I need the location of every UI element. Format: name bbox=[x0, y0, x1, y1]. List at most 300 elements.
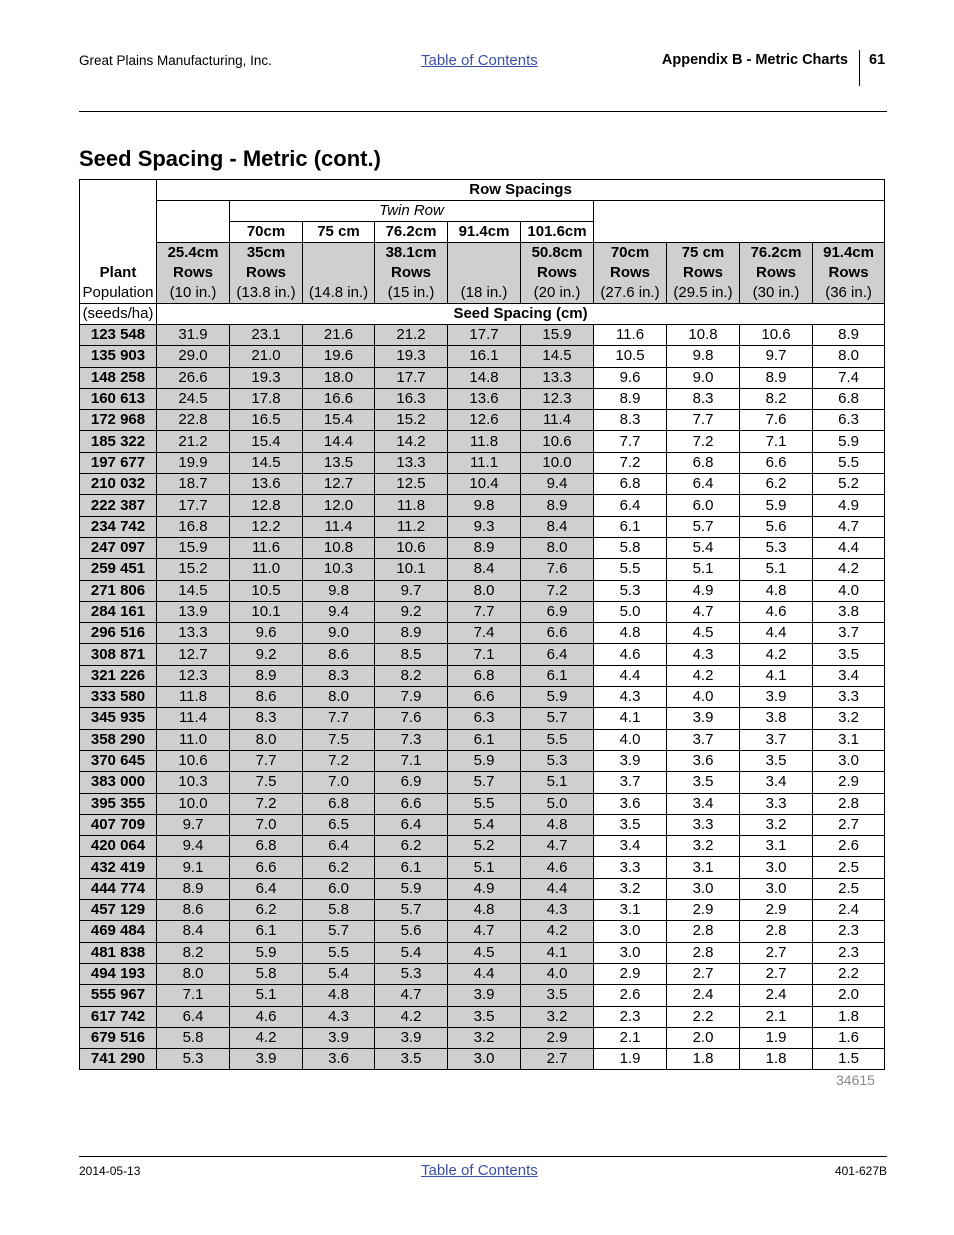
population-cell: 222 387 bbox=[80, 495, 157, 516]
spacing-cell: 12.3 bbox=[521, 388, 594, 409]
spacing-cell: 6.4 bbox=[667, 474, 740, 495]
footer-toc-link[interactable]: Table of Contents bbox=[421, 1162, 538, 1179]
spacing-cell: 7.0 bbox=[230, 814, 303, 835]
spacing-cell: 10.1 bbox=[230, 601, 303, 622]
spacing-cell: 3.6 bbox=[303, 1049, 375, 1070]
spacing-cell: 4.2 bbox=[740, 644, 813, 665]
spacing-cell: 3.9 bbox=[303, 1027, 375, 1048]
table-row bbox=[80, 963, 885, 984]
spacing-cell: 17.8 bbox=[230, 388, 303, 409]
spacing-cell: 5.9 bbox=[813, 431, 885, 452]
spacing-cell: 9.8 bbox=[303, 580, 375, 601]
spacing-cell: 5.9 bbox=[230, 942, 303, 963]
spacing-cell: 6.1 bbox=[375, 857, 448, 878]
column-header-cm: 76.2cm bbox=[740, 243, 813, 264]
column-header-inch: (29.5 in.) bbox=[667, 283, 740, 304]
column-header-cm: 35cm bbox=[230, 243, 303, 264]
spacing-cell: 4.8 bbox=[448, 900, 521, 921]
spacing-cell: 10.3 bbox=[303, 559, 375, 580]
spacing-cell: 6.3 bbox=[813, 410, 885, 431]
spacing-cell: 13.9 bbox=[157, 601, 230, 622]
spacing-cell: 3.2 bbox=[813, 708, 885, 729]
spacing-cell: 3.5 bbox=[375, 1049, 448, 1070]
spacing-cell: 10.5 bbox=[230, 580, 303, 601]
spacing-cell: 16.6 bbox=[303, 388, 375, 409]
population-cell: 481 838 bbox=[80, 942, 157, 963]
spacing-cell: 3.9 bbox=[594, 750, 667, 771]
spacing-cell: 5.7 bbox=[667, 516, 740, 537]
spacing-cell: 3.9 bbox=[375, 1027, 448, 1048]
spacing-cell: 7.5 bbox=[303, 729, 375, 750]
spacing-cell: 6.6 bbox=[740, 452, 813, 473]
population-cell: 123 548 bbox=[80, 325, 157, 346]
spacing-cell: 9.0 bbox=[303, 623, 375, 644]
spacing-cell: 8.3 bbox=[230, 708, 303, 729]
spacing-cell: 3.4 bbox=[740, 772, 813, 793]
page-number: 61 bbox=[869, 52, 886, 68]
spacing-cell: 31.9 bbox=[157, 325, 230, 346]
spacing-cell: 3.0 bbox=[813, 750, 885, 771]
spacing-cell: 7.2 bbox=[303, 750, 375, 771]
table-row bbox=[80, 942, 885, 963]
spacing-cell: 3.3 bbox=[813, 687, 885, 708]
spacing-cell: 5.8 bbox=[594, 537, 667, 558]
column-header-cm: 70cm bbox=[594, 243, 667, 264]
spacing-cell: 11.1 bbox=[448, 452, 521, 473]
spacing-cell: 9.6 bbox=[230, 623, 303, 644]
spacing-cell: 5.4 bbox=[303, 963, 375, 984]
spacing-cell: 3.1 bbox=[667, 857, 740, 878]
spacing-cell: 2.8 bbox=[667, 921, 740, 942]
population-cell: 420 064 bbox=[80, 836, 157, 857]
spacing-cell: 2.7 bbox=[521, 1049, 594, 1070]
spacing-cell: 6.2 bbox=[740, 474, 813, 495]
population-cell: 395 355 bbox=[80, 793, 157, 814]
spacing-cell: 4.6 bbox=[740, 601, 813, 622]
table-row bbox=[80, 474, 885, 495]
spacing-cell: 2.2 bbox=[813, 963, 885, 984]
spacing-cell: 14.5 bbox=[230, 452, 303, 473]
population-cell: 333 580 bbox=[80, 687, 157, 708]
spacing-cell: 8.9 bbox=[375, 623, 448, 644]
spacing-cell: 8.0 bbox=[448, 580, 521, 601]
spacing-cell: 10.3 bbox=[157, 772, 230, 793]
population-cell: 345 935 bbox=[80, 708, 157, 729]
column-header-cm bbox=[448, 243, 521, 264]
spacing-cell: 18.7 bbox=[157, 474, 230, 495]
spacing-cell: 6.0 bbox=[667, 495, 740, 516]
plant-label: Plant bbox=[80, 263, 157, 283]
spacing-cell: 3.2 bbox=[521, 1006, 594, 1027]
spacing-cell: 7.1 bbox=[740, 431, 813, 452]
spacing-cell: 9.2 bbox=[375, 601, 448, 622]
spacing-cell: 3.4 bbox=[813, 665, 885, 686]
table-row bbox=[80, 772, 885, 793]
spacing-cell: 19.3 bbox=[230, 367, 303, 388]
spacing-cell: 19.9 bbox=[157, 452, 230, 473]
table-row bbox=[80, 644, 885, 665]
spacing-cell: 2.3 bbox=[594, 1006, 667, 1027]
spacing-cell: 7.6 bbox=[375, 708, 448, 729]
spacing-cell: 4.9 bbox=[667, 580, 740, 601]
table-row bbox=[80, 601, 885, 622]
table-row bbox=[80, 750, 885, 771]
spacing-cell: 5.3 bbox=[157, 1049, 230, 1070]
spacing-cell: 2.8 bbox=[667, 942, 740, 963]
spacing-cell: 8.0 bbox=[157, 963, 230, 984]
spacing-cell: 4.8 bbox=[521, 814, 594, 835]
spacing-cell: 9.7 bbox=[157, 814, 230, 835]
table-row bbox=[80, 1006, 885, 1027]
column-header-rows: Rows bbox=[813, 263, 885, 283]
spacing-cell: 6.5 bbox=[303, 814, 375, 835]
spacing-cell: 3.8 bbox=[740, 708, 813, 729]
spacing-cell: 10.8 bbox=[303, 537, 375, 558]
column-header-rows bbox=[303, 263, 375, 283]
column-header-rows: Rows bbox=[230, 263, 303, 283]
spacing-cell: 6.4 bbox=[375, 814, 448, 835]
header-rule bbox=[79, 111, 887, 112]
spacing-cell: 5.7 bbox=[448, 772, 521, 793]
spacing-cell: 3.5 bbox=[740, 750, 813, 771]
spacing-cell: 8.9 bbox=[594, 388, 667, 409]
population-cell: 148 258 bbox=[80, 367, 157, 388]
spacing-cell: 3.0 bbox=[740, 878, 813, 899]
spacing-cell: 8.4 bbox=[157, 921, 230, 942]
spacing-cell: 2.3 bbox=[813, 921, 885, 942]
spacing-cell: 1.8 bbox=[667, 1049, 740, 1070]
table-row bbox=[80, 516, 885, 537]
spacing-cell: 11.4 bbox=[521, 410, 594, 431]
spacing-cell: 11.0 bbox=[230, 559, 303, 580]
spacing-cell: 15.2 bbox=[375, 410, 448, 431]
spacing-cell: 4.8 bbox=[740, 580, 813, 601]
spacing-cell: 4.6 bbox=[521, 857, 594, 878]
spacing-cell: 3.3 bbox=[667, 814, 740, 835]
column-header-cm: 38.1cm bbox=[375, 243, 448, 264]
spacing-cell: 14.2 bbox=[375, 431, 448, 452]
spacing-cell: 11.0 bbox=[157, 729, 230, 750]
spacing-cell: 3.0 bbox=[667, 878, 740, 899]
column-header-cm: 75 cm bbox=[667, 243, 740, 264]
spacing-cell: 5.1 bbox=[667, 559, 740, 580]
spacing-cell: 9.3 bbox=[448, 516, 521, 537]
spacing-cell: 12.2 bbox=[230, 516, 303, 537]
spacing-cell: 15.2 bbox=[157, 559, 230, 580]
spacing-cell: 4.7 bbox=[448, 921, 521, 942]
spacing-cell: 5.5 bbox=[594, 559, 667, 580]
table-row bbox=[80, 729, 885, 750]
spacing-cell: 12.7 bbox=[303, 474, 375, 495]
spacing-cell: 3.1 bbox=[594, 900, 667, 921]
spacing-cell: 2.4 bbox=[667, 985, 740, 1006]
spacing-cell: 2.1 bbox=[594, 1027, 667, 1048]
spacing-cell: 11.4 bbox=[157, 708, 230, 729]
column-header-rows: Rows bbox=[157, 263, 230, 283]
spacing-cell: 4.7 bbox=[375, 985, 448, 1006]
table-row bbox=[80, 985, 885, 1006]
population-cell: 321 226 bbox=[80, 665, 157, 686]
spacing-cell: 10.6 bbox=[740, 325, 813, 346]
spacing-cell: 5.5 bbox=[813, 452, 885, 473]
spacing-cell: 3.5 bbox=[521, 985, 594, 1006]
spacing-cell: 3.1 bbox=[813, 729, 885, 750]
spacing-cell: 5.0 bbox=[594, 601, 667, 622]
spacing-cell: 15.9 bbox=[521, 325, 594, 346]
spacing-cell: 5.8 bbox=[157, 1027, 230, 1048]
population-cell: 741 290 bbox=[80, 1049, 157, 1070]
spacing-cell: 2.0 bbox=[813, 985, 885, 1006]
spacing-cell: 4.7 bbox=[667, 601, 740, 622]
spacing-cell: 2.5 bbox=[813, 857, 885, 878]
table-row bbox=[80, 836, 885, 857]
spacing-cell: 24.5 bbox=[157, 388, 230, 409]
table-row bbox=[80, 346, 885, 367]
spacing-cell: 10.6 bbox=[157, 750, 230, 771]
spacing-cell: 5.7 bbox=[521, 708, 594, 729]
spacing-cell: 5.9 bbox=[448, 750, 521, 771]
spacing-cell: 7.7 bbox=[230, 750, 303, 771]
column-header-inch: (13.8 in.) bbox=[230, 283, 303, 304]
population-cell: 160 613 bbox=[80, 388, 157, 409]
spacing-cell: 7.1 bbox=[375, 750, 448, 771]
spacing-cell: 11.6 bbox=[230, 537, 303, 558]
spacing-cell: 3.7 bbox=[813, 623, 885, 644]
spacing-cell: 2.6 bbox=[594, 985, 667, 1006]
spacing-cell: 4.6 bbox=[230, 1006, 303, 1027]
population-cell: 370 645 bbox=[80, 750, 157, 771]
spacing-cell: 4.8 bbox=[594, 623, 667, 644]
table-row bbox=[80, 580, 885, 601]
seed-spacing-table bbox=[79, 179, 885, 1070]
spacing-cell: 3.0 bbox=[448, 1049, 521, 1070]
spacing-cell: 5.6 bbox=[740, 516, 813, 537]
spacing-cell: 2.9 bbox=[594, 963, 667, 984]
table-row bbox=[80, 431, 885, 452]
spacing-cell: 11.8 bbox=[375, 495, 448, 516]
spacing-cell: 2.9 bbox=[740, 900, 813, 921]
spacing-cell: 6.1 bbox=[521, 665, 594, 686]
spacing-cell: 3.5 bbox=[594, 814, 667, 835]
spacing-cell: 9.0 bbox=[667, 367, 740, 388]
column-header-inch: (20 in.) bbox=[521, 283, 594, 304]
spacing-cell: 7.0 bbox=[303, 772, 375, 793]
spacing-cell: 2.8 bbox=[813, 793, 885, 814]
spacing-cell: 6.6 bbox=[230, 857, 303, 878]
spacing-cell: 10.8 bbox=[667, 325, 740, 346]
spacing-cell: 9.4 bbox=[157, 836, 230, 857]
column-header-rows: Rows bbox=[667, 263, 740, 283]
spacing-cell: 15.4 bbox=[303, 410, 375, 431]
table-row bbox=[80, 452, 885, 473]
population-cell: 247 097 bbox=[80, 537, 157, 558]
column-header-rows: Rows bbox=[521, 263, 594, 283]
spacing-cell: 7.4 bbox=[813, 367, 885, 388]
spacing-cell: 7.5 bbox=[230, 772, 303, 793]
footer-doc-number: 401-627B bbox=[834, 1164, 887, 1178]
population-cell: 271 806 bbox=[80, 580, 157, 601]
spacing-cell: 3.2 bbox=[448, 1027, 521, 1048]
spacing-cell: 8.9 bbox=[157, 878, 230, 899]
twin-row-col: 101.6cm bbox=[521, 222, 594, 243]
table-row bbox=[80, 687, 885, 708]
spacing-cell: 7.6 bbox=[521, 559, 594, 580]
twin-row-col: 75 cm bbox=[303, 222, 375, 243]
spacing-cell: 10.0 bbox=[521, 452, 594, 473]
spacing-cell: 2.1 bbox=[740, 1006, 813, 1027]
spacing-cell: 8.2 bbox=[157, 942, 230, 963]
column-header-cm: 25.4cm bbox=[157, 243, 230, 264]
spacing-cell: 11.4 bbox=[303, 516, 375, 537]
table-row bbox=[80, 367, 885, 388]
spacing-cell: 4.5 bbox=[667, 623, 740, 644]
spacing-cell: 8.0 bbox=[813, 346, 885, 367]
spacing-cell: 8.3 bbox=[667, 388, 740, 409]
spacing-cell: 13.3 bbox=[521, 367, 594, 388]
header-toc-link[interactable]: Table of Contents bbox=[421, 52, 538, 69]
spacing-cell: 10.6 bbox=[375, 537, 448, 558]
column-header-rows: Rows bbox=[740, 263, 813, 283]
spacing-cell: 9.2 bbox=[230, 644, 303, 665]
spacing-cell: 21.2 bbox=[375, 325, 448, 346]
spacing-cell: 13.3 bbox=[157, 623, 230, 644]
column-header-cm: 50.8cm bbox=[521, 243, 594, 264]
spacing-cell: 15.4 bbox=[230, 431, 303, 452]
spacing-cell: 6.1 bbox=[230, 921, 303, 942]
table-row bbox=[80, 921, 885, 942]
spacing-cell: 8.3 bbox=[594, 410, 667, 431]
spacing-cell: 5.7 bbox=[303, 921, 375, 942]
spacing-cell: 26.6 bbox=[157, 367, 230, 388]
spacing-cell: 17.7 bbox=[448, 325, 521, 346]
spacing-cell: 8.4 bbox=[521, 516, 594, 537]
column-header-rows bbox=[448, 263, 521, 283]
spacing-cell: 2.7 bbox=[813, 814, 885, 835]
spacing-cell: 6.8 bbox=[303, 793, 375, 814]
spacing-cell: 12.3 bbox=[157, 665, 230, 686]
table-row bbox=[80, 495, 885, 516]
spacing-cell: 7.9 bbox=[375, 687, 448, 708]
spacing-cell: 4.0 bbox=[667, 687, 740, 708]
spacing-cell: 3.2 bbox=[667, 836, 740, 857]
population-cell: 197 677 bbox=[80, 452, 157, 473]
spacing-cell: 7.7 bbox=[594, 431, 667, 452]
column-header-cm bbox=[303, 243, 375, 264]
spacing-cell: 2.8 bbox=[740, 921, 813, 942]
spacing-cell: 9.4 bbox=[303, 601, 375, 622]
spacing-cell: 21.0 bbox=[230, 346, 303, 367]
spacing-cell: 3.2 bbox=[740, 814, 813, 835]
spacing-cell: 4.8 bbox=[303, 985, 375, 1006]
spacing-cell: 7.3 bbox=[375, 729, 448, 750]
spacing-cell: 4.6 bbox=[594, 644, 667, 665]
spacing-cell: 1.5 bbox=[813, 1049, 885, 1070]
table-row bbox=[80, 325, 885, 346]
spacing-cell: 3.4 bbox=[667, 793, 740, 814]
spacing-cell: 13.5 bbox=[303, 452, 375, 473]
spacing-cell: 6.0 bbox=[303, 878, 375, 899]
spacing-cell: 10.1 bbox=[375, 559, 448, 580]
spacing-cell: 14.5 bbox=[521, 346, 594, 367]
spacing-cell: 3.7 bbox=[594, 772, 667, 793]
seed-spacing-header: Seed Spacing (cm) bbox=[157, 304, 885, 325]
spacing-cell: 8.9 bbox=[521, 495, 594, 516]
spacing-cell: 8.0 bbox=[303, 687, 375, 708]
spacing-cell: 5.3 bbox=[740, 537, 813, 558]
spacing-cell: 8.3 bbox=[303, 665, 375, 686]
spacing-cell: 4.4 bbox=[448, 963, 521, 984]
spacing-cell: 29.0 bbox=[157, 346, 230, 367]
spacing-cell: 4.2 bbox=[667, 665, 740, 686]
table-row bbox=[80, 623, 885, 644]
spacing-cell: 2.9 bbox=[813, 772, 885, 793]
spacing-cell: 4.4 bbox=[594, 665, 667, 686]
table-row bbox=[80, 900, 885, 921]
spacing-cell: 6.8 bbox=[813, 388, 885, 409]
spacing-cell: 5.8 bbox=[303, 900, 375, 921]
spacing-cell: 6.2 bbox=[303, 857, 375, 878]
spacing-cell: 8.0 bbox=[230, 729, 303, 750]
population-cell: 383 000 bbox=[80, 772, 157, 793]
population-cell: 210 032 bbox=[80, 474, 157, 495]
spacing-cell: 2.5 bbox=[813, 878, 885, 899]
spacing-cell: 12.7 bbox=[157, 644, 230, 665]
spacing-cell: 4.3 bbox=[303, 1006, 375, 1027]
spacing-cell: 5.4 bbox=[375, 942, 448, 963]
spacing-cell: 21.6 bbox=[303, 325, 375, 346]
spacing-cell: 5.1 bbox=[740, 559, 813, 580]
spacing-cell: 8.9 bbox=[740, 367, 813, 388]
spacing-cell: 3.9 bbox=[667, 708, 740, 729]
spacing-cell: 3.3 bbox=[740, 793, 813, 814]
spacing-cell: 13.3 bbox=[375, 452, 448, 473]
spacing-cell: 19.3 bbox=[375, 346, 448, 367]
population-cell: 308 871 bbox=[80, 644, 157, 665]
spacing-cell: 5.6 bbox=[375, 921, 448, 942]
spacing-cell: 5.0 bbox=[521, 793, 594, 814]
spacing-cell: 4.1 bbox=[521, 942, 594, 963]
spacing-cell: 4.4 bbox=[740, 623, 813, 644]
spacing-cell: 13.6 bbox=[230, 474, 303, 495]
twin-row-col: 91.4cm bbox=[448, 222, 521, 243]
spacing-cell: 6.9 bbox=[375, 772, 448, 793]
population-cell: 432 419 bbox=[80, 857, 157, 878]
spacing-cell: 4.1 bbox=[740, 665, 813, 686]
spacing-cell: 4.1 bbox=[594, 708, 667, 729]
population-cell: 259 451 bbox=[80, 559, 157, 580]
spacing-cell: 7.1 bbox=[157, 985, 230, 1006]
spacing-cell: 3.4 bbox=[594, 836, 667, 857]
spacing-cell: 4.7 bbox=[813, 516, 885, 537]
spacing-cell: 2.2 bbox=[667, 1006, 740, 1027]
spacing-cell: 5.9 bbox=[521, 687, 594, 708]
population-cell: 234 742 bbox=[80, 516, 157, 537]
population-cell: 617 742 bbox=[80, 1006, 157, 1027]
spacing-cell: 6.1 bbox=[594, 516, 667, 537]
spacing-cell: 12.0 bbox=[303, 495, 375, 516]
spacing-cell: 7.6 bbox=[740, 410, 813, 431]
spacing-cell: 10.4 bbox=[448, 474, 521, 495]
table-row bbox=[80, 793, 885, 814]
spacing-cell: 4.0 bbox=[521, 963, 594, 984]
spacing-cell: 9.8 bbox=[448, 495, 521, 516]
spacing-cell: 8.6 bbox=[230, 687, 303, 708]
spacing-cell: 14.4 bbox=[303, 431, 375, 452]
spacing-cell: 4.2 bbox=[230, 1027, 303, 1048]
spacing-cell: 6.2 bbox=[375, 836, 448, 857]
column-header-inch: (27.6 in.) bbox=[594, 283, 667, 304]
spacing-cell: 6.8 bbox=[594, 474, 667, 495]
